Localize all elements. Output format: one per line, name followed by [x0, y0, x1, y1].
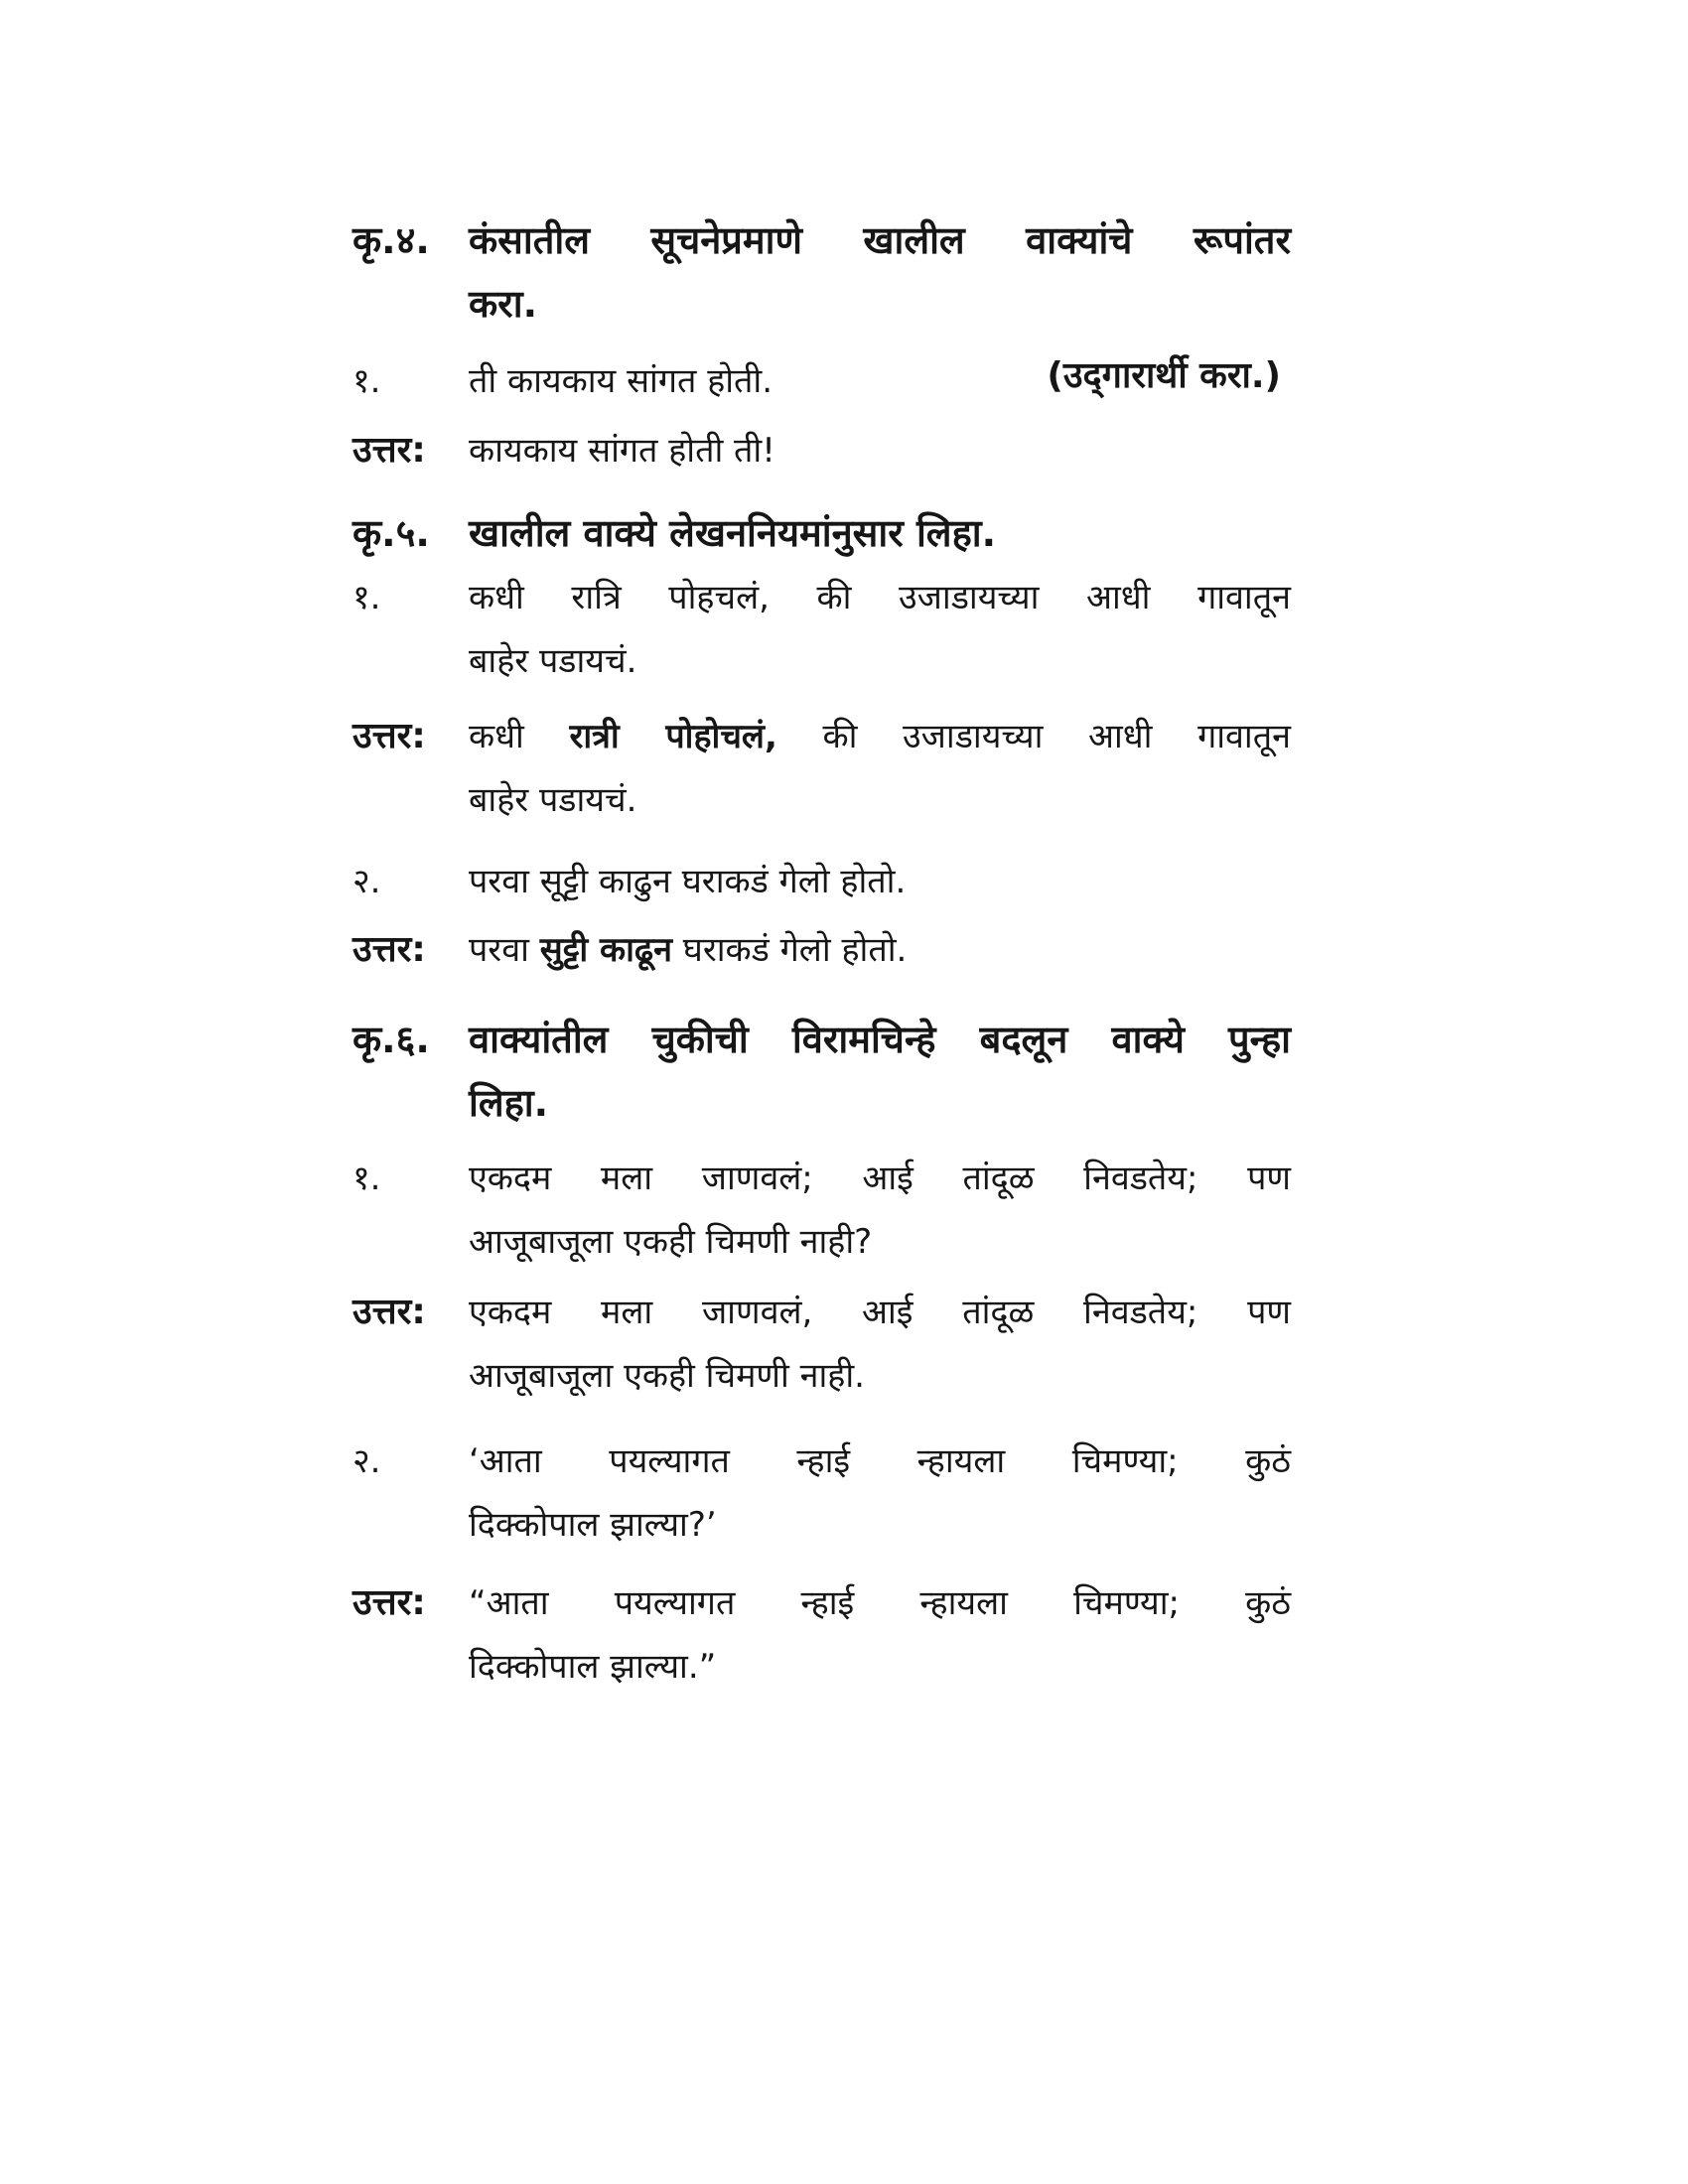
question-4-heading-line2: करा. — [469, 282, 538, 326]
question-6-item-2-line1: ‘आता पयल्यागत न्हाई न्हायला चिमण्या; कुठं — [469, 1441, 1291, 1481]
question-6-item-2-line2: दिक्कोपाल झाल्या?’ — [469, 1505, 717, 1545]
question-5-answer-1-line1 — [469, 705, 1291, 768]
question-6-item-1-line2: आजूबाजूला एकही चिमणी नाही? — [469, 1222, 873, 1262]
item-number: २. — [352, 862, 381, 901]
answer-label: उत्तर: — [352, 716, 426, 756]
answer-label: उत्तर: — [352, 1292, 426, 1332]
answer-label: उत्तर: — [352, 1582, 426, 1623]
question-6-answer-2-line2: दिक्कोपाल झाल्या.” — [469, 1647, 717, 1687]
question-6-answer-1-line1: एकदम मला जाणवलं, आई तांदूळ निवडतेय; पण — [469, 1293, 1291, 1332]
question-6-answer-2-line1: “आता पयल्यागत न्हाई न्हायला चिमण्या; कुठं — [469, 1583, 1291, 1623]
answer-text-part: कधी — [469, 717, 524, 756]
answer-label: उत्तर: — [352, 929, 426, 970]
item-number: २. — [352, 1441, 381, 1481]
question-6-answer-1-line2: आजूबाजूला एकही चिमणी नाही. — [469, 1356, 865, 1396]
answer-text-part: परवा — [469, 930, 529, 970]
question-6-label: कृ.६. — [352, 1018, 430, 1061]
item-number: १. — [352, 1159, 381, 1198]
answer-text-part: की उजाडायच्या आधी गावातून — [822, 717, 1291, 756]
question-4-item-1-text: ती कायकाय सांगत होती. — [469, 361, 774, 401]
answer-corrected-words: रात्री पोहोचलं, — [569, 717, 777, 756]
question-6-heading-line2: लिहा. — [469, 1081, 549, 1125]
item-number: १. — [352, 578, 381, 617]
question-6-heading-line1: वाक्यांतील चुकीची विरामचिन्हे बदलून वाक्ये पुन्हा — [469, 1018, 1291, 1061]
answer-text-part: घराकडं गेलो होतो. — [682, 930, 908, 970]
answer-corrected-words: सुट्टी काढून — [539, 930, 672, 970]
question-4-answer-1-text: कायकाय सांगत होती ती! — [469, 431, 775, 471]
question-5-heading-text: खालील वाक्ये लेखननियमांनुसार लिहा. — [469, 511, 997, 555]
question-4-label: कृ.४. — [352, 218, 430, 262]
question-5-answer-2-text — [469, 918, 1291, 982]
question-4-item-1-instruction: (उद्‌गारार्थी करा.) — [1047, 355, 1281, 396]
answer-label: उत्तर: — [352, 430, 426, 471]
question-6-item-1-line1: एकदम मला जाणवलं; आई तांदूळ निवडतेय; पण — [469, 1159, 1291, 1198]
question-5-answer-1-line2: बाहेर पडायचं. — [469, 780, 637, 820]
item-number: १. — [352, 361, 381, 401]
question-5-item-1-line2: बाहेर पडायचं. — [469, 641, 637, 681]
question-4-heading-line1: कंसातील सूचनेप्रमाणे खालील वाक्यांचे रूपांतर — [469, 218, 1291, 262]
question-5-item-1-line1: कधी रात्रि पोहचलं, की उजाडायच्या आधी गावातून — [469, 578, 1291, 617]
question-5-label: कृ.५. — [352, 511, 430, 555]
question-5-item-2-text: परवा सूट्टी काढुन घराकडं गेलो होतो. — [469, 862, 907, 901]
